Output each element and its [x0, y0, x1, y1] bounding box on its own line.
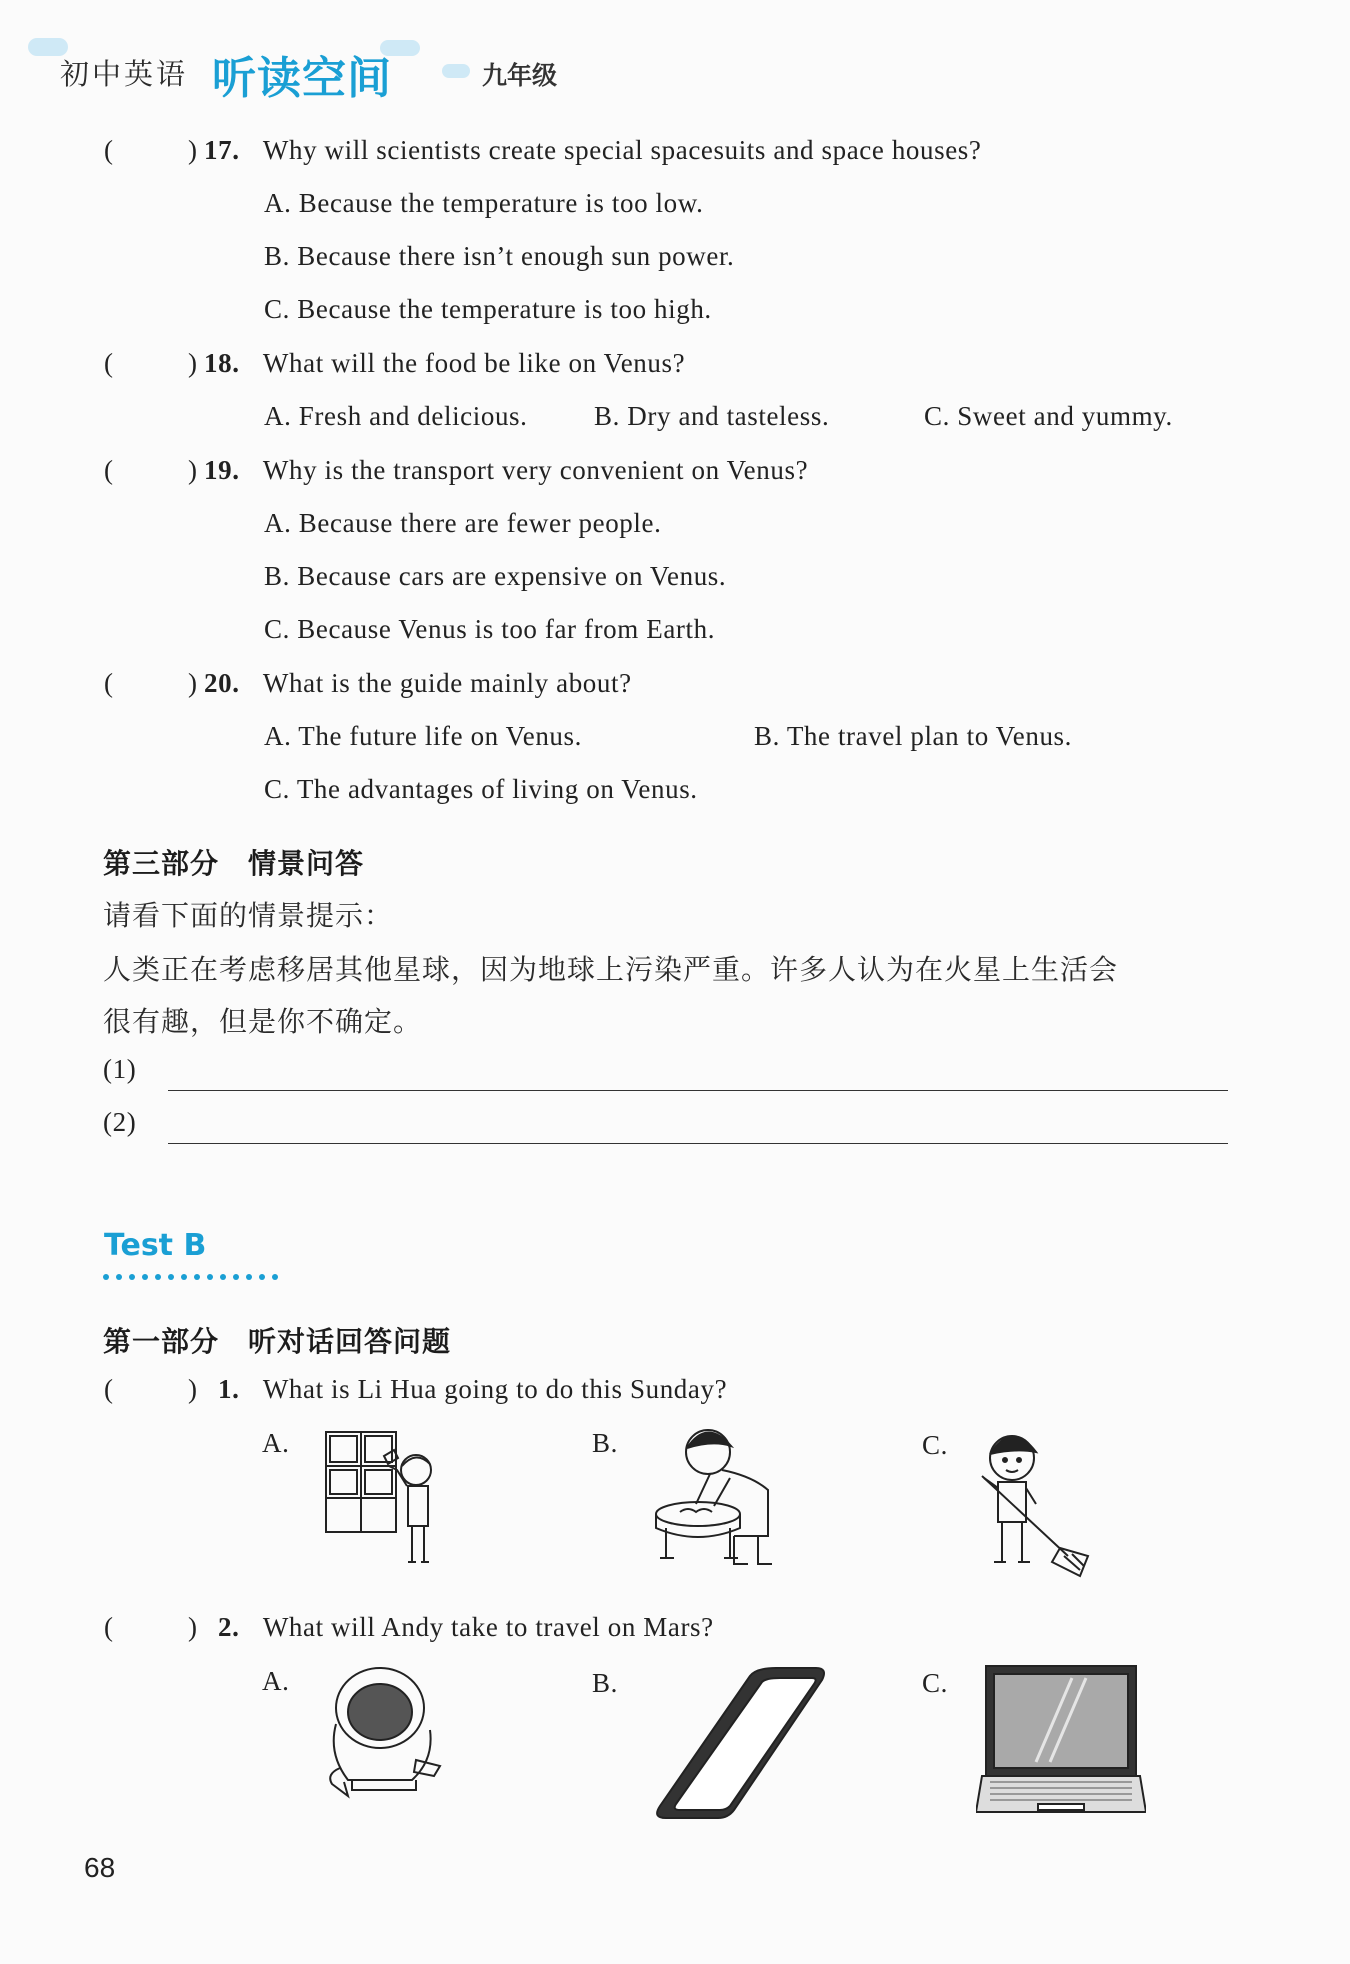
question-19 [204, 455, 808, 486]
answer-paren-open: ( [104, 668, 113, 698]
part1-heading: 第一部分 听对话回答问题 [103, 1325, 452, 1358]
choice-label-c: C. [922, 1430, 948, 1460]
answer-blank-2[interactable] [168, 1143, 1228, 1144]
answer-label-1: (1) [103, 1054, 137, 1084]
grade-label: 九年级 [482, 61, 558, 90]
scenario-text-line1: 人类正在考虑移居其他星球，因为地球上污染严重。许多人认为在火星上生活会 [103, 953, 1119, 986]
answer-label-2: (2) [103, 1107, 137, 1137]
answer-paren-open: ( [104, 455, 113, 485]
part3-heading: 第三部分 情景问答 [103, 847, 365, 880]
answer-paren-close: ) [188, 668, 197, 698]
answer-paren-close: ) [188, 455, 197, 485]
question-stem: Why will scientists create special spacesuits and space houses? [262, 135, 982, 165]
answer-paren-open: ( [104, 1374, 113, 1404]
question-number: 19. [204, 455, 240, 485]
question-number: 2. [218, 1612, 240, 1642]
question-17 [204, 135, 982, 166]
brand-logo: 听读空间 [212, 53, 392, 104]
option-a: A. Because there are fewer people. [264, 508, 662, 538]
answer-paren-open: ( [104, 135, 113, 165]
question-stem: What is the guide mainly about? [262, 668, 632, 698]
choice-label-c: C. [922, 1668, 948, 1698]
boy-cleaning-window-icon [322, 1428, 452, 1576]
question-20 [204, 668, 632, 699]
boy-sweeping-floor-icon [972, 1426, 1102, 1582]
page-number: 68 [84, 1852, 116, 1883]
question-number: 17. [204, 135, 240, 165]
test-b-question-1 [218, 1374, 727, 1405]
choice-label-b: B. [592, 1668, 618, 1698]
option-c: C. Because the temperature is too high. [264, 294, 712, 324]
question-stem: Why is the transport very convenient on Venus? [262, 455, 809, 485]
option-b: B. Because cars are expensive on Venus. [264, 561, 727, 591]
option-a: A. Because the temperature is too low. [264, 188, 704, 218]
smartphone-icon [646, 1662, 832, 1822]
answer-paren-open: ( [104, 348, 113, 378]
option-a: A. The future life on Venus. [264, 721, 582, 751]
question-stem: What will the food be like on Venus? [262, 348, 686, 378]
answer-paren-close: ) [188, 135, 197, 165]
test-b-title: Test B [104, 1228, 207, 1263]
header-cloud [442, 64, 470, 78]
choice-label-a: A. [262, 1428, 290, 1458]
question-18 [204, 348, 685, 379]
option-c: C. Because Venus is too far from Earth. [264, 614, 716, 644]
choice-label-a: A. [262, 1666, 290, 1696]
answer-paren-close: ) [188, 348, 197, 378]
question-stem: What is Li Hua going to do this Sunday? [262, 1374, 728, 1404]
laptop-icon [976, 1662, 1146, 1822]
question-number: 1. [218, 1374, 240, 1404]
dotted-underline [102, 1272, 282, 1282]
option-b: B. Dry and tasteless. [594, 401, 830, 431]
answer-paren-close: ) [188, 1612, 197, 1642]
option-b: B. Because there isn’t enough sun power. [264, 241, 735, 271]
option-b: B. The travel plan to Venus. [754, 721, 1073, 751]
choice-label-b: B. [592, 1428, 618, 1458]
boy-washing-clothes-icon [650, 1422, 790, 1572]
answer-paren-close: ) [188, 1374, 197, 1404]
question-stem: What will Andy take to travel on Mars? [262, 1612, 714, 1642]
question-number: 20. [204, 668, 240, 698]
scenario-text-line2: 很有趣，但是你不确定。 [103, 1005, 423, 1038]
book-title: 初中英语 [60, 57, 189, 91]
rice-cooker-icon [316, 1664, 456, 1804]
answer-blank-1[interactable] [168, 1090, 1228, 1091]
scenario-intro: 请看下面的情景提示： [103, 899, 394, 932]
option-c: C. Sweet and yummy. [924, 401, 1173, 431]
test-b-question-2 [218, 1612, 714, 1643]
question-number: 18. [204, 348, 240, 378]
answer-paren-open: ( [104, 1612, 113, 1642]
option-a: A. Fresh and delicious. [264, 401, 528, 431]
option-c: C. The advantages of living on Venus. [264, 774, 698, 804]
